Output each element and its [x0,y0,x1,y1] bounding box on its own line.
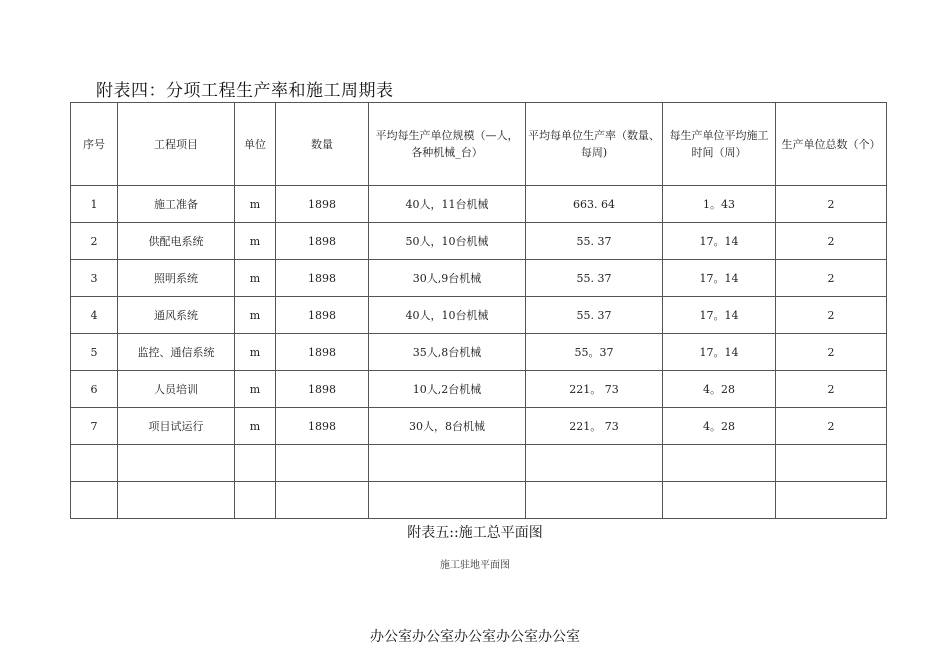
cell-scale: 50人，10台机械 [369,223,526,260]
cell-total-units: 2 [776,186,887,223]
cell-quantity: 1898 [276,297,369,334]
cell-quantity: 1898 [276,408,369,445]
cell-total-units: 2 [776,334,887,371]
cell-quantity: 1898 [276,260,369,297]
header-duration: 每生产单位平均施工时间（周） [663,103,776,186]
cell-unit: m [235,297,276,334]
header-quantity: 数量 [276,103,369,186]
cell-total-units: 2 [776,297,887,334]
cell-quantity [276,482,369,519]
cell-project: 施工准备 [118,186,235,223]
cell-index: 3 [71,260,118,297]
cell-total-units: 2 [776,408,887,445]
cell-total-units: 2 [776,223,887,260]
cell-duration: 17。14 [663,297,776,334]
cell-quantity [276,445,369,482]
cell-unit: m [235,186,276,223]
cell-unit [235,445,276,482]
cell-project [118,482,235,519]
header-unit: 单位 [235,103,276,186]
cell-scale: 10人,2台机械 [369,371,526,408]
cell-project: 人员培训 [118,371,235,408]
cell-productivity: 663. 64 [526,186,663,223]
cell-quantity: 1898 [276,334,369,371]
cell-duration: 17。14 [663,223,776,260]
table-row [71,482,887,519]
cell-scale [369,445,526,482]
appendix5-subtitle: 施工驻地平面图 [440,560,510,571]
cell-quantity: 1898 [276,371,369,408]
header-total-units: 生产单位总数（个） [776,103,887,186]
cell-index: 4 [71,297,118,334]
cell-index: 1 [71,186,118,223]
appendix5-title: 附表五::施工总平面图 [407,525,543,541]
cell-scale: 30人,9台机械 [369,260,526,297]
cell-scale: 30人，8台机械 [369,408,526,445]
cell-productivity: 55. 37 [526,223,663,260]
cell-productivity: 55. 37 [526,297,663,334]
cell-productivity [526,445,663,482]
cell-productivity: 55. 37 [526,260,663,297]
table-row [71,408,887,445]
cell-quantity: 1898 [276,186,369,223]
table-row [71,223,887,260]
cell-duration: 1。43 [663,186,776,223]
cell-total-units [776,482,887,519]
cell-duration: 4。28 [663,371,776,408]
cell-project: 照明系统 [118,260,235,297]
cell-quantity: 1898 [276,223,369,260]
table-row [71,445,887,482]
header-scale: 平均每生产单位规模（—人，各种机械_台） [369,103,526,186]
cell-project: 监控、通信系统 [118,334,235,371]
cell-duration: 17。14 [663,260,776,297]
cell-project: 通风系统 [118,297,235,334]
header-project: 工程项目 [118,103,235,186]
cell-unit: m [235,408,276,445]
cell-duration: 17。14 [663,334,776,371]
table-row [71,371,887,408]
cell-unit: m [235,334,276,371]
cell-productivity [526,482,663,519]
cell-project: 项目试运行 [118,408,235,445]
table-header-row [71,103,887,186]
cell-project [118,445,235,482]
cell-scale: 35人,8台机械 [369,334,526,371]
cell-index [71,445,118,482]
header-productivity: 平均每单位生产率（数量、每周) [526,103,663,186]
appendix4-title: 附表四：分项工程生产率和施工周期表 [96,81,394,101]
table-row [71,260,887,297]
cell-scale [369,482,526,519]
productivity-schedule-table [70,102,887,519]
cell-duration [663,482,776,519]
cell-productivity: 221。 73 [526,408,663,445]
cell-total-units: 2 [776,371,887,408]
table-row [71,297,887,334]
cell-index: 7 [71,408,118,445]
cell-project: 供配电系统 [118,223,235,260]
table-row [71,186,887,223]
cell-total-units: 2 [776,260,887,297]
cell-duration: 4。28 [663,408,776,445]
cell-index: 6 [71,371,118,408]
cell-scale: 40人，10台机械 [369,297,526,334]
cell-index [71,482,118,519]
cell-unit: m [235,223,276,260]
cell-unit: m [235,371,276,408]
cell-duration [663,445,776,482]
cell-productivity: 221。 73 [526,371,663,408]
cell-unit: m [235,260,276,297]
office-labels: 办公室办公室办公室办公室办公室 [370,629,580,645]
cell-index: 2 [71,223,118,260]
cell-unit [235,482,276,519]
header-index: 序号 [71,103,118,186]
cell-productivity: 55。37 [526,334,663,371]
cell-scale: 40人，11台机械 [369,186,526,223]
table-row [71,334,887,371]
cell-total-units [776,445,887,482]
cell-index: 5 [71,334,118,371]
